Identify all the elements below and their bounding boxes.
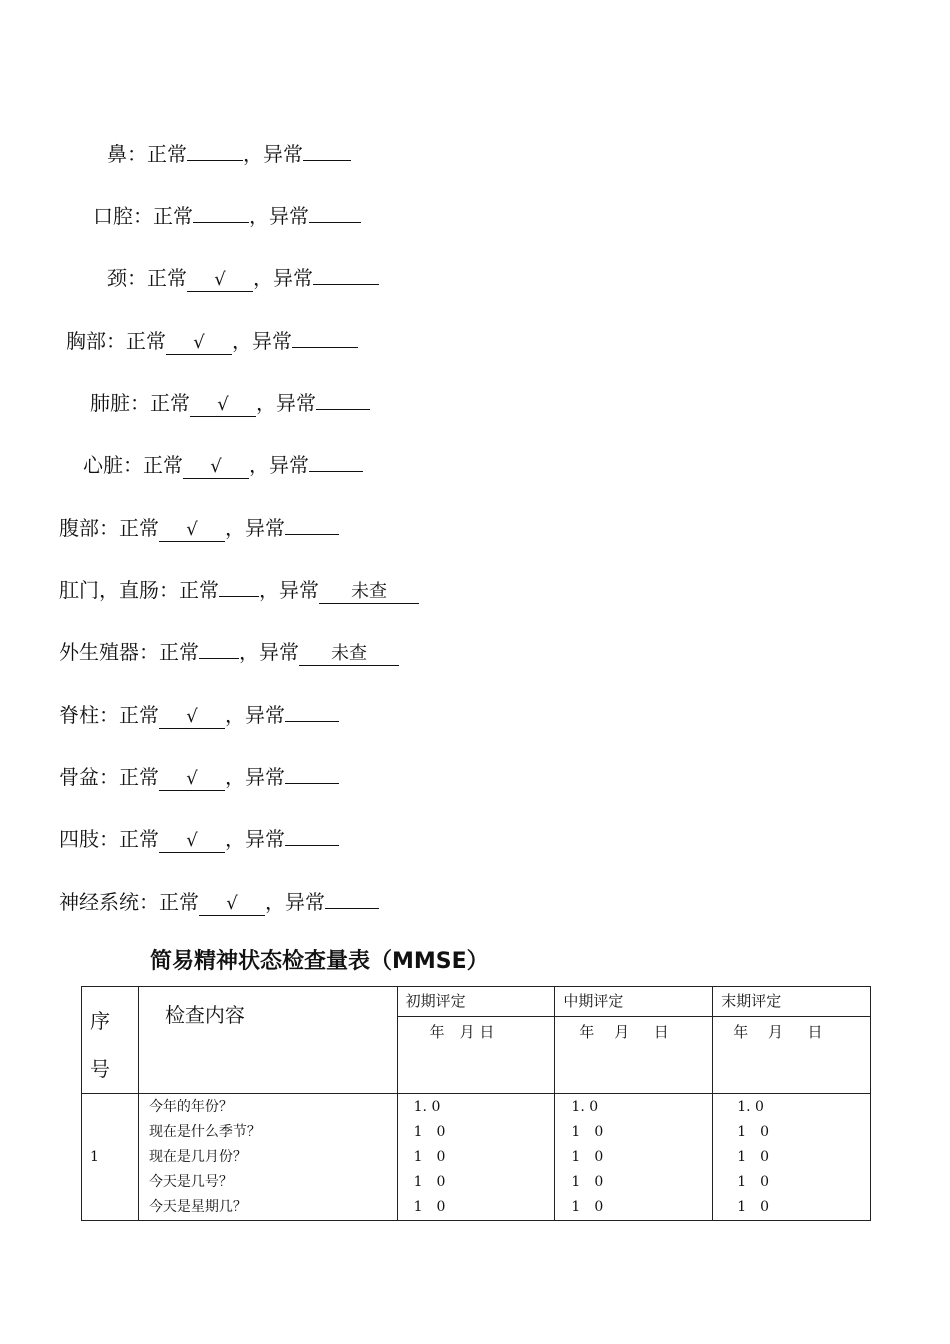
abnormal-field[interactable]	[285, 761, 339, 784]
exam-label: 腹部：	[59, 516, 119, 540]
separator: ，	[249, 453, 269, 477]
abnormal-label: 异常	[252, 329, 292, 353]
score-value: 1 0	[737, 1149, 770, 1165]
normal-label: 正常	[150, 391, 190, 415]
row-final-cell	[713, 1094, 871, 1221]
normal-field[interactable]: √	[159, 768, 225, 791]
separator: ，	[249, 204, 269, 228]
score-value: 1 0	[571, 1174, 604, 1190]
score-value: 1. 0	[571, 1099, 599, 1115]
mmse-table	[81, 986, 871, 1221]
exam-line	[59, 636, 399, 666]
normal-label: 正常	[126, 329, 166, 353]
normal-field[interactable]: √	[187, 269, 253, 292]
normal-label: 正常	[119, 703, 159, 727]
abnormal-label: 异常	[279, 578, 319, 602]
normal-label: 正常	[159, 890, 199, 914]
question-item: 现在是几月份？	[148, 1149, 247, 1165]
header-no-line2: 号	[90, 1057, 110, 1081]
separator: ，	[225, 827, 245, 851]
score-value: 1 0	[737, 1124, 770, 1140]
normal-label: 正常	[179, 578, 219, 602]
abnormal-field[interactable]	[285, 512, 339, 535]
exam-label: 外生殖器：	[59, 640, 159, 664]
separator: ，	[259, 578, 279, 602]
normal-field[interactable]: √	[159, 706, 225, 729]
normal-field[interactable]: √	[190, 394, 256, 417]
exam-line	[93, 200, 361, 230]
header-phase-initial: 初期评定	[397, 987, 555, 1017]
date-mid: 年 月 日	[579, 1022, 669, 1041]
exam-label: 脊柱：	[59, 703, 119, 727]
question-item: 现在是什么季节？	[148, 1124, 261, 1140]
score-value: 1 0	[737, 1199, 770, 1215]
abnormal-field[interactable]	[285, 699, 339, 722]
exam-line	[107, 138, 351, 168]
abnormal-label: 异常	[273, 266, 313, 290]
separator: ，	[225, 516, 245, 540]
separator: ，	[232, 329, 252, 353]
normal-field[interactable]	[219, 574, 259, 597]
normal-label: 正常	[119, 516, 159, 540]
separator: ，	[265, 890, 285, 914]
normal-field[interactable]	[193, 200, 249, 223]
normal-field[interactable]: √	[183, 456, 249, 479]
abnormal-label: 异常	[263, 142, 303, 166]
question-item: 今天是星期几？	[148, 1199, 247, 1215]
table-row	[82, 1094, 871, 1221]
abnormal-label: 异常	[245, 765, 285, 789]
score-value: 1 0	[413, 1174, 446, 1190]
exam-line	[59, 886, 379, 916]
exam-label: 鼻：	[107, 142, 147, 166]
header-no-line1: 序	[90, 1009, 110, 1033]
abnormal-label: 异常	[245, 827, 285, 851]
abnormal-field[interactable]	[309, 449, 363, 472]
date-final-cell	[713, 1016, 871, 1093]
exam-line	[59, 699, 339, 729]
exam-line	[66, 325, 358, 355]
abnormal-field[interactable]	[309, 200, 361, 223]
abnormal-label: 异常	[269, 453, 309, 477]
abnormal-field[interactable]	[316, 387, 370, 410]
separator: ，	[225, 765, 245, 789]
exam-line	[59, 761, 339, 791]
header-no-cell	[82, 987, 139, 1094]
abnormal-label: 异常	[276, 391, 316, 415]
row-no-cell	[82, 1094, 139, 1221]
score-value: 1. 0	[413, 1099, 441, 1115]
normal-label: 正常	[147, 266, 187, 290]
score-value: 1 0	[571, 1124, 604, 1140]
abnormal-field[interactable]	[303, 138, 351, 161]
score-value: 1 0	[413, 1199, 446, 1215]
exam-label: 口腔：	[93, 204, 153, 228]
header-phase-final: 末期评定	[713, 987, 871, 1017]
question-item: 今天是几号？	[148, 1174, 233, 1190]
row-mid-cell	[555, 1094, 713, 1221]
abnormal-label: 异常	[285, 890, 325, 914]
abnormal-label: 异常	[245, 703, 285, 727]
normal-label: 正常	[159, 640, 199, 664]
abnormal-field[interactable]	[325, 886, 379, 909]
exam-line	[83, 449, 363, 479]
date-initial: 年 月 日	[429, 1022, 495, 1041]
exam-line	[59, 823, 339, 853]
score-value: 1 0	[571, 1149, 604, 1165]
abnormal-field[interactable]	[313, 262, 379, 285]
exam-line	[59, 512, 339, 542]
table-header-row	[82, 987, 871, 1017]
date-final: 年 月 日	[733, 1022, 823, 1041]
header-phase-mid: 中期评定	[555, 987, 713, 1017]
header-content-cell	[138, 987, 397, 1094]
header-content: 检查内容	[164, 1003, 245, 1027]
score-value: 1 0	[413, 1124, 446, 1140]
normal-label: 正常	[119, 765, 159, 789]
date-initial-cell	[397, 1016, 555, 1093]
score-value: 1. 0	[737, 1099, 764, 1115]
normal-label: 正常	[153, 204, 193, 228]
abnormal-field[interactable]	[285, 823, 339, 846]
row-no: 1	[90, 1149, 99, 1165]
exam-label: 神经系统：	[59, 890, 159, 914]
abnormal-field[interactable]: 未查	[319, 581, 419, 604]
mmse-title: 简易精神状态检查量表（MMSE）	[150, 949, 489, 974]
exam-line	[90, 387, 370, 417]
normal-field[interactable]: √	[199, 893, 265, 916]
separator: ，	[256, 391, 276, 415]
question-item: 今年的年份？	[148, 1099, 233, 1115]
exam-line	[59, 574, 419, 604]
separator: ，	[239, 640, 259, 664]
separator: ，	[243, 142, 263, 166]
score-value: 1 0	[737, 1174, 770, 1190]
abnormal-label: 异常	[259, 640, 299, 664]
exam-label: 四肢：	[59, 827, 119, 851]
exam-label: 胸部：	[66, 329, 126, 353]
exam-label: 肛门，直肠：	[59, 578, 179, 602]
normal-field[interactable]	[187, 138, 243, 161]
separator: ，	[225, 703, 245, 727]
score-value: 1 0	[571, 1199, 604, 1215]
row-items-cell	[138, 1094, 397, 1221]
score-value: 1 0	[413, 1149, 446, 1165]
date-mid-cell	[555, 1016, 713, 1093]
row-initial-cell	[397, 1094, 555, 1221]
normal-label: 正常	[143, 453, 183, 477]
abnormal-field[interactable]: 未查	[299, 643, 399, 666]
normal-label: 正常	[119, 827, 159, 851]
exam-label: 骨盆：	[59, 765, 119, 789]
abnormal-label: 异常	[245, 516, 285, 540]
abnormal-field[interactable]	[292, 325, 358, 348]
exam-line	[107, 262, 379, 292]
normal-field[interactable]	[199, 636, 239, 659]
exam-label: 心脏：	[83, 453, 143, 477]
separator: ，	[253, 266, 273, 290]
normal-field[interactable]: √	[159, 830, 225, 853]
abnormal-label: 异常	[269, 204, 309, 228]
normal-label: 正常	[147, 142, 187, 166]
exam-label: 颈：	[107, 266, 147, 290]
normal-field[interactable]: √	[159, 519, 225, 542]
exam-label: 肺脏：	[90, 391, 150, 415]
normal-field[interactable]: √	[166, 332, 232, 355]
